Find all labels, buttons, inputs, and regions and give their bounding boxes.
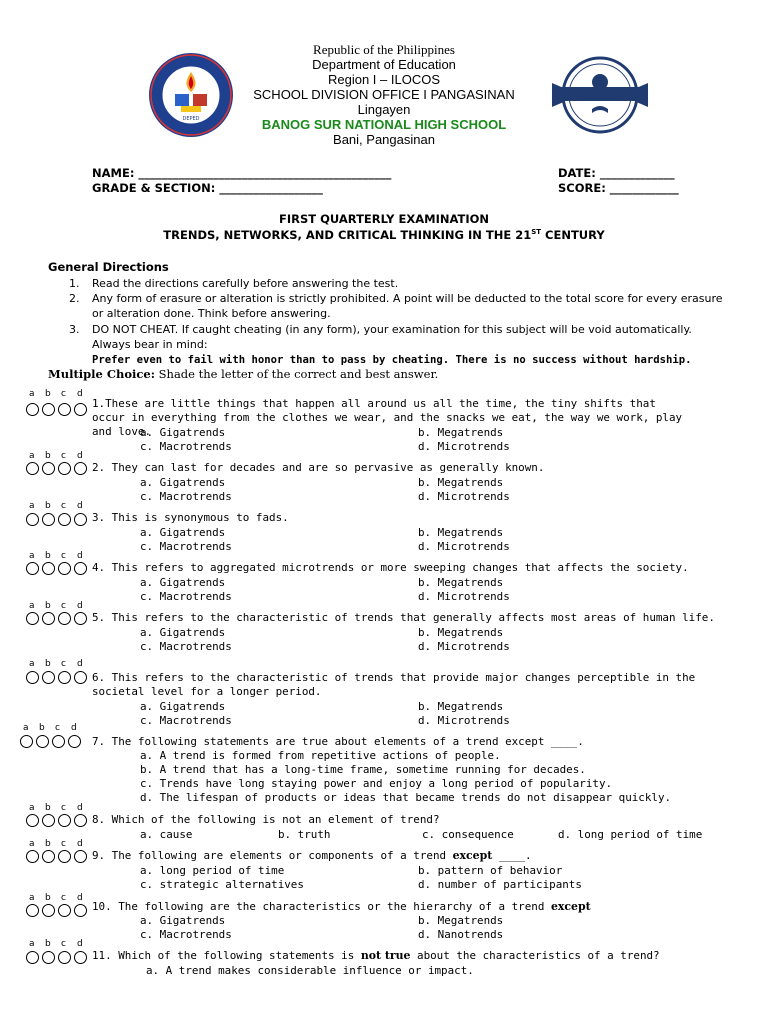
option-a: a. Gigatrends	[140, 576, 226, 589]
choice-letter: c	[55, 723, 60, 733]
option-d: d. Microtrends	[418, 590, 510, 603]
answer-bubble-d[interactable]	[74, 850, 87, 863]
option-b: b. Megatrends	[418, 914, 504, 927]
choice-letter: b	[45, 803, 51, 813]
choice-letter: a	[29, 839, 35, 849]
option-a: a. Gigatrends	[140, 700, 226, 713]
option-b: b. Megatrends	[418, 426, 504, 439]
option-b: b. Megatrends	[418, 700, 504, 713]
choice-letter: a	[29, 451, 35, 461]
choice-letters	[29, 551, 93, 561]
grade-section-field[interactable]: GRADE & SECTION: __________________	[92, 181, 323, 195]
choice-letter: d	[77, 893, 83, 903]
answer-bubble-a[interactable]	[26, 403, 39, 416]
choice-letter: b	[45, 451, 51, 461]
answer-bubble-a[interactable]	[26, 612, 39, 625]
answer-bubbles	[26, 612, 90, 626]
answer-bubble-d[interactable]	[74, 904, 87, 917]
date-field[interactable]: DATE: _____________	[558, 166, 675, 180]
answer-bubble-a[interactable]	[26, 904, 39, 917]
option-a: a. Gigatrends	[140, 526, 226, 539]
choice-letter: a	[29, 389, 35, 399]
answer-bubble-c[interactable]	[58, 671, 71, 684]
answer-bubble-c[interactable]	[58, 462, 71, 475]
option-c: c. Macrotrends	[140, 640, 232, 653]
choice-letter: c	[61, 601, 66, 611]
exam-subject: TRENDS, NETWORKS, AND CRITICAL THINKING IN THE 21ST CENTURY	[163, 228, 605, 242]
answer-bubble-c[interactable]	[58, 612, 71, 625]
answer-bubble-a[interactable]	[26, 462, 39, 475]
choice-letter: c	[61, 451, 66, 461]
choice-letters	[29, 839, 93, 849]
answer-bubbles	[20, 735, 84, 749]
choice-letter: d	[77, 501, 83, 511]
answer-bubble-b[interactable]	[42, 513, 55, 526]
answer-bubbles	[26, 850, 90, 864]
answer-bubble-c[interactable]	[58, 814, 71, 827]
answer-bubble-a[interactable]	[26, 850, 39, 863]
answer-bubble-a[interactable]	[20, 735, 33, 748]
option-a: a. Gigatrends	[140, 626, 226, 639]
question-text: 3. This is synonymous to fads.	[92, 511, 289, 524]
direction-item: 1. Read the directions carefully before answering the test.	[69, 277, 399, 290]
answer-bubble-b[interactable]	[42, 671, 55, 684]
answer-bubbles	[26, 814, 90, 828]
option-c: c. Macrotrends	[140, 590, 232, 603]
answer-bubble-d[interactable]	[74, 951, 87, 964]
choice-letters	[29, 601, 93, 611]
option-c: c. Macrotrends	[140, 440, 232, 453]
answer-bubble-b[interactable]	[42, 462, 55, 475]
directions-heading: General Directions	[48, 260, 169, 274]
choice-letter: a	[29, 659, 35, 669]
option-d: d. Microtrends	[418, 540, 510, 553]
choice-letter: d	[77, 601, 83, 611]
option-a: a. long period of time	[140, 864, 285, 877]
answer-bubble-d[interactable]	[74, 403, 87, 416]
question-text: 4. This refers to aggregated microtrends or more sweeping changes that affects the society.	[92, 561, 689, 574]
choice-letter: a	[29, 893, 35, 903]
choice-letter: c	[61, 939, 66, 949]
choice-letter: d	[77, 839, 83, 849]
choice-letters	[29, 389, 93, 399]
choice-letter: d	[77, 451, 83, 461]
answer-bubbles	[26, 562, 90, 576]
choice-letters	[29, 939, 93, 949]
answer-bubble-c[interactable]	[52, 735, 65, 748]
choice-letter: b	[45, 939, 51, 949]
option-a: a. A trend makes considerable influence or impact.	[146, 964, 474, 977]
option-d: d. Microtrends	[418, 440, 510, 453]
choice-letter: a	[29, 803, 35, 813]
republic-line: Republic of the Philippines	[313, 42, 455, 57]
choice-letters	[29, 451, 93, 461]
question-text: 10. The following are the characteristics or the hierarchy of a trend except	[92, 900, 591, 913]
choice-letter: b	[45, 893, 51, 903]
choice-letter: b	[45, 659, 51, 669]
honor-motto: Prefer even to fail with honor than to pass by cheating. There is no success without hardship.	[92, 354, 692, 366]
school-name: BANOG SUR NATIONAL HIGH SCHOOL	[261, 117, 507, 132]
choice-letter: b	[45, 551, 51, 561]
option-b: b. Megatrends	[418, 476, 504, 489]
choice-letters	[23, 723, 87, 733]
option-c: c. Macrotrends	[140, 714, 232, 727]
option-d: d. Microtrends	[418, 714, 510, 727]
region-line: Region I – ILOCOS	[328, 72, 440, 87]
answer-bubble-a[interactable]	[26, 951, 39, 964]
choice-letter: b	[39, 723, 45, 733]
answer-bubble-b[interactable]	[42, 612, 55, 625]
question-text: 1.These are little things that happen all around us all the time, the tiny shifts that occur in everything from the clothes we wear, and the snacks we eat, the way we work, play and love.	[92, 397, 689, 438]
answer-bubble-d[interactable]	[74, 612, 87, 625]
option-d: d. Nanotrends	[418, 928, 504, 941]
emphasis: except	[550, 900, 591, 913]
option-d: d. number of participants	[418, 878, 582, 891]
answer-bubble-d[interactable]	[68, 735, 81, 748]
option-b: b. pattern of behavior	[418, 864, 563, 877]
choice-letter: b	[45, 601, 51, 611]
option-b: b. truth	[278, 828, 331, 841]
choice-letter: c	[61, 893, 66, 903]
answer-bubble-b[interactable]	[42, 904, 55, 917]
answer-bubbles	[26, 462, 90, 476]
option-b: b. A trend that has a long-time frame, sometime running for decades.	[140, 763, 586, 776]
answer-bubble-d[interactable]	[74, 671, 87, 684]
choice-letters	[29, 501, 93, 511]
answer-bubble-b[interactable]	[42, 562, 55, 575]
option-d: d. The lifespan of products or ideas that became trends do not disappear quickly.	[140, 791, 672, 804]
choice-letter: d	[77, 551, 83, 561]
answer-bubbles	[26, 951, 90, 965]
choice-letter: b	[45, 839, 51, 849]
question-text: 8. Which of the following is not an element of trend?	[92, 813, 440, 826]
document-header	[0, 42, 768, 147]
choice-letter: c	[61, 389, 66, 399]
choice-letter: b	[45, 389, 51, 399]
direction-item: 3. DO NOT CHEAT. If caught cheating (in any form), your examination for this subject will be void automatically. Always bear in mind:	[69, 323, 692, 351]
option-d: d. long period of time	[558, 828, 703, 841]
choice-letter: c	[61, 839, 66, 849]
question-text: 5. This refers to the characteristic of trends that generally affects most areas of human life.	[92, 611, 715, 624]
svg-text:DEPED: DEPED	[182, 116, 200, 122]
option-c: c. strategic alternatives	[140, 878, 304, 891]
option-a: a. Gigatrends	[140, 426, 226, 439]
answer-bubble-b[interactable]	[36, 735, 49, 748]
answer-bubble-d[interactable]	[74, 513, 87, 526]
question-text: 6. This refers to the characteristic of trends that provide major changes perceptible in the societal level for a longer period.	[92, 671, 702, 698]
answer-bubbles	[26, 513, 90, 527]
answer-bubble-a[interactable]	[26, 562, 39, 575]
answer-bubble-c[interactable]	[58, 951, 71, 964]
answer-bubble-c[interactable]	[58, 850, 71, 863]
option-b: b. Megatrends	[418, 626, 504, 639]
answer-bubble-b[interactable]	[42, 403, 55, 416]
answer-bubble-c[interactable]	[58, 562, 71, 575]
answer-bubbles	[26, 904, 90, 918]
option-c: c. Trends have long staying power and enjoy a long period of popularity.	[140, 777, 613, 790]
answer-bubble-c[interactable]	[58, 513, 71, 526]
question-text: 7. The following statements are true about elements of a trend except ____.	[92, 735, 584, 748]
question-text: 2. They can last for decades and are so pervasive as generally known.	[92, 461, 545, 474]
option-a: a. A trend is formed from repetitive actions of people.	[140, 749, 501, 762]
choice-letter: d	[77, 389, 83, 399]
answer-bubble-b[interactable]	[42, 951, 55, 964]
option-c: c. Macrotrends	[140, 928, 232, 941]
department-line: Department of Education	[312, 57, 456, 72]
option-a: a. cause	[140, 828, 193, 841]
choice-letter: d	[71, 723, 77, 733]
emphasis: except	[452, 849, 493, 862]
direction-item: 2. Any form of erasure or alteration is strictly prohibited. A point will be deducted to the total score for every erasure or alteration done. Think before answering.	[69, 292, 723, 320]
choice-letter: c	[61, 551, 66, 561]
choice-letters	[29, 659, 93, 669]
answer-bubble-b[interactable]	[42, 850, 55, 863]
option-b: b. Megatrends	[418, 576, 504, 589]
choice-letter: a	[29, 939, 35, 949]
answer-bubble-c[interactable]	[58, 904, 71, 917]
answer-bubble-c[interactable]	[58, 403, 71, 416]
choice-letter: d	[77, 803, 83, 813]
answer-bubbles	[26, 403, 90, 417]
answer-bubble-d[interactable]	[74, 814, 87, 827]
choice-letters	[29, 893, 93, 903]
choice-letter: a	[29, 601, 35, 611]
choice-letter: d	[77, 939, 83, 949]
town-line: Bani, Pangasinan	[333, 132, 435, 147]
answer-bubble-d[interactable]	[74, 462, 87, 475]
answer-bubble-b[interactable]	[42, 814, 55, 827]
choice-letter: a	[29, 551, 35, 561]
choice-letter: c	[61, 659, 66, 669]
choice-letter: d	[77, 659, 83, 669]
answer-bubble-a[interactable]	[26, 814, 39, 827]
option-d: d. Microtrends	[418, 490, 510, 503]
score-field[interactable]: SCORE: ____________	[558, 181, 679, 195]
option-c: c. Macrotrends	[140, 540, 232, 553]
question-text: 9. The following are elements or components of a trend except ____.	[92, 849, 532, 862]
choice-letter: c	[61, 501, 66, 511]
emphasis: not true	[360, 949, 411, 962]
answer-bubble-a[interactable]	[26, 671, 39, 684]
option-c: c. Macrotrends	[140, 490, 232, 503]
answer-bubble-a[interactable]	[26, 513, 39, 526]
option-c: c. consequence	[422, 828, 514, 841]
choice-letters	[29, 803, 93, 813]
option-d: d. Microtrends	[418, 640, 510, 653]
option-a: a. Gigatrends	[140, 914, 226, 927]
multiple-choice-instruction: Multiple Choice: Shade the letter of the correct and best answer.	[48, 367, 439, 381]
answer-bubble-d[interactable]	[74, 562, 87, 575]
question-text: 11. Which of the following statements is not true about the characteristics of a trend?	[92, 949, 660, 962]
answer-bubbles	[26, 671, 90, 685]
city-line: Lingayen	[357, 102, 411, 117]
choice-letter: a	[29, 501, 35, 511]
division-line: SCHOOL DIVISION OFFICE I PANGASINAN	[253, 87, 515, 102]
option-b: b. Megatrends	[418, 526, 504, 539]
choice-letter: a	[23, 723, 29, 733]
exam-title: FIRST QUARTERLY EXAMINATION	[278, 212, 490, 226]
choice-letter: b	[45, 501, 51, 511]
choice-letter: c	[61, 803, 66, 813]
option-a: a. Gigatrends	[140, 476, 226, 489]
name-field[interactable]: NAME: ____________________________________________	[92, 166, 392, 180]
